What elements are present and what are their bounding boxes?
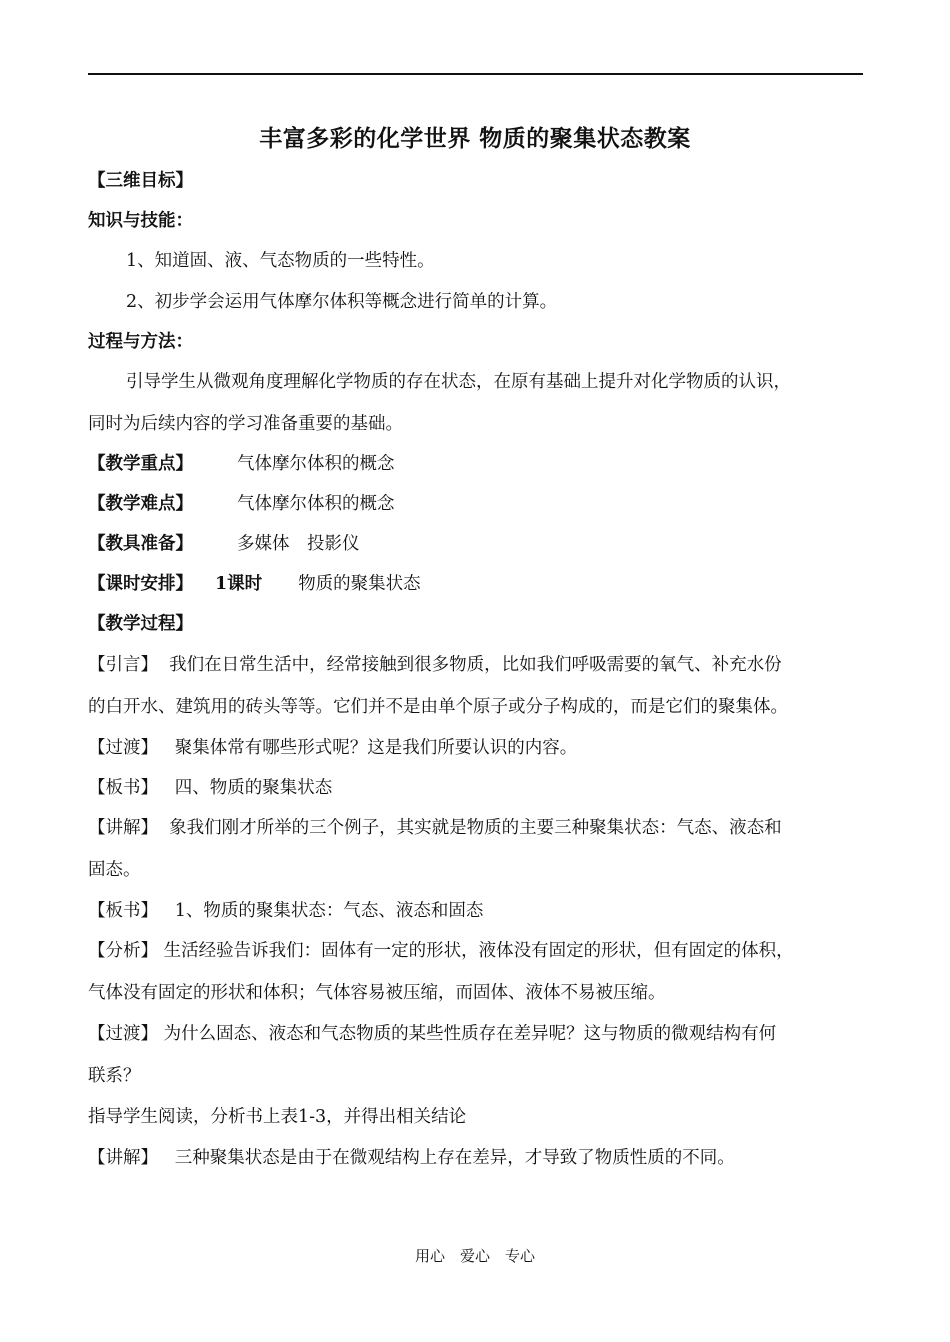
goals-heading: 【三维目标】 [88,171,193,191]
focus-label: 【教学重点】 [88,454,193,474]
difficulty-label: 【教学难点】 [88,494,193,514]
step-tag: 【引言】 [88,655,158,675]
step-tag: 【板书】 [88,901,158,921]
knowledge-item-1: 1、知道固、液、气态物质的一些特性。 [126,251,435,271]
knowledge-heading: 知识与技能： [88,211,193,231]
step-text: 1、物质的聚集状态：气态、液态和固态 [174,901,484,921]
step-explain-1 [88,815,878,841]
step-text: 三种聚集状态是由于在微观结构上存在差异，才导致了物质性质的不同。 [174,1148,735,1168]
step-text: 四、物质的聚集状态 [174,778,333,798]
process-text-2: 同时为后续内容的学习准备重要的基础。 [88,414,403,434]
step-text: 生活经验告诉我们：固体有一定的形状，液体没有固定的形状，但有固定的体积， [163,941,794,961]
header-rule [88,73,863,75]
page-footer: 用心 爱心 专心 [414,1247,535,1265]
focus-value: 气体摩尔体积的概念 [237,454,395,474]
step-analysis [88,938,878,964]
guide-text: 指导学生阅读，分析书上表1-3，并得出相关结论 [88,1107,467,1127]
step-explain-2 [88,1145,878,1171]
step-intro [88,652,878,678]
process-heading: 过程与方法： [88,332,193,352]
step-text: 为什么固态、液态和气态物质的某些性质存在差异呢？这与物质的微观结构有何 [163,1024,777,1044]
knowledge-item-2: 2、初步学会运用气体摩尔体积等概念进行简单的计算。 [126,292,558,312]
step-board-1 [88,775,878,801]
step-text: 象我们刚才所举的三个例子，其实就是物质的主要三种聚集状态：气态、液态和 [169,818,782,838]
step-tag: 【讲解】 [88,818,158,838]
step-transition-1 [88,735,878,761]
step-tag: 【板书】 [88,778,158,798]
step-transition-2 [88,1021,878,1047]
schedule-row [88,571,878,597]
step-tag: 【过渡】 [88,738,158,758]
schedule-value: 物质的聚集状态 [298,574,421,594]
process-text-1: 引导学生从微观角度理解化学物质的存在状态，在原有基础上提升对化学物质的认识， [126,372,791,392]
tools-row [88,531,878,557]
step-board-2 [88,898,878,924]
step-text: 聚集体常有哪些形式呢？这是我们所要认识的内容。 [174,738,578,758]
step-tag: 【过渡】 [88,1024,158,1044]
schedule-label: 【课时安排】 [88,574,193,594]
step-intro-cont: 的白开水、建筑用的砖头等等。它们并不是由单个原子或分子构成的，而是它们的聚集体。 [88,697,788,717]
step-tag: 【讲解】 [88,1148,158,1168]
schedule-hours: 1课时 [215,574,263,594]
tools-value: 多媒体 投影仪 [237,534,360,554]
step-explain-1-cont: 固态。 [88,860,141,880]
tools-label: 【教具准备】 [88,534,193,554]
step-analysis-cont: 气体没有固定的形状和体积；气体容易被压缩，而固体、液体不易被压缩。 [88,983,666,1003]
step-tag: 【分析】 [88,941,158,961]
difficulty-row [88,491,878,517]
difficulty-value: 气体摩尔体积的概念 [237,494,395,514]
focus-row [88,451,878,477]
page-title: 丰富多彩的化学世界 物质的聚集状态教案 [259,125,691,152]
procedure-heading: 【教学过程】 [88,614,193,634]
step-transition-2-cont: 联系？ [88,1066,141,1086]
step-text: 我们在日常生活中，经常接触到很多物质，比如我们呼吸需要的氧气、补充水份 [169,655,782,675]
